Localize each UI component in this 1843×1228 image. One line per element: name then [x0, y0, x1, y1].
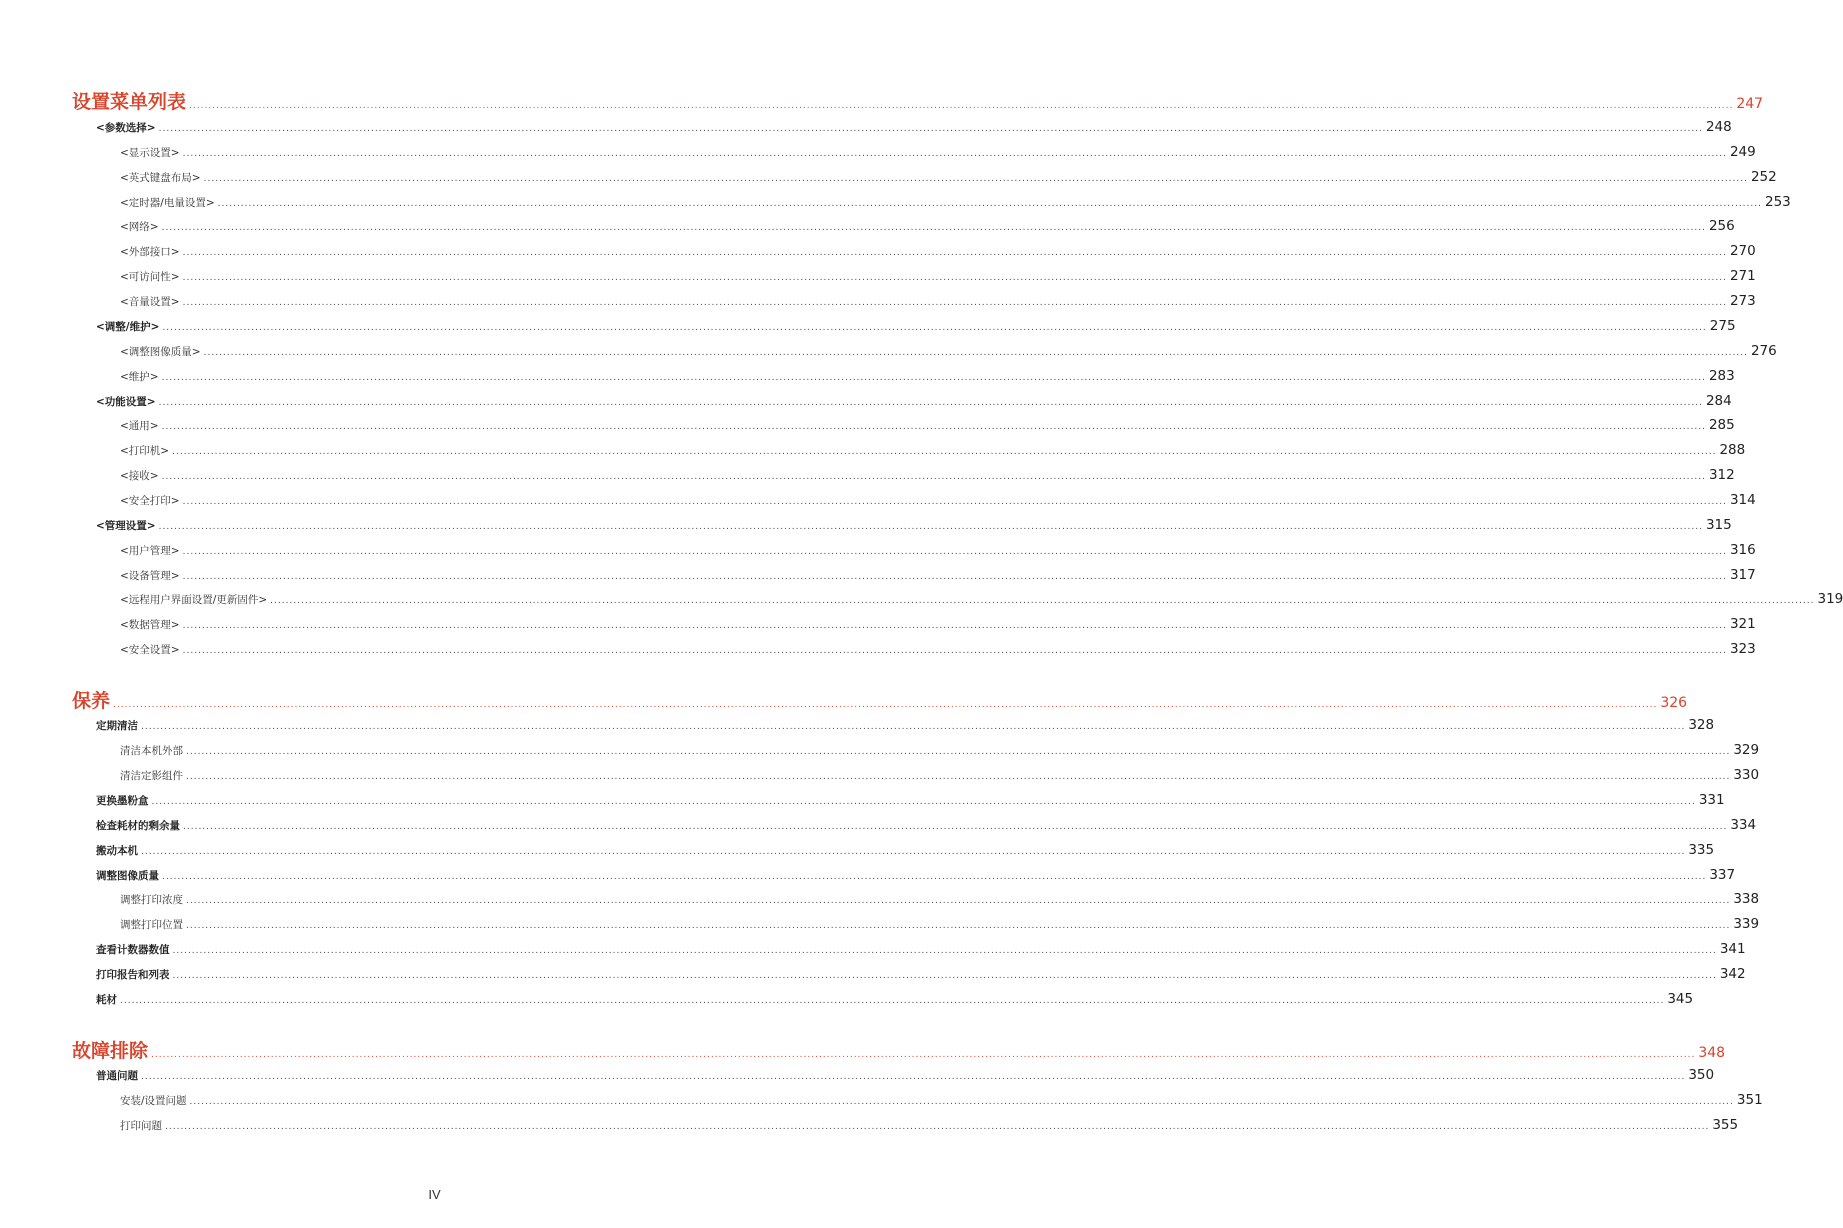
- toc-entry[interactable]: [96, 393, 1732, 409]
- dot-leader: ................................................................................................................................................................................................................................................................................................................................................................................................................: [162, 323, 1707, 333]
- toc-entry-page-number: 248: [1705, 119, 1732, 135]
- toc-entry-label: <英式键盘布局>: [120, 172, 201, 184]
- toc-entry[interactable]: [120, 268, 1756, 284]
- toc-entry[interactable]: [96, 867, 1736, 883]
- toc-entry[interactable]: [96, 119, 1732, 135]
- toc-entry-page-number: 339: [1733, 916, 1760, 932]
- toc-entry-label: 普通问题: [96, 1070, 138, 1082]
- toc-entry[interactable]: [120, 442, 1746, 458]
- toc-entry-page-number: 283: [1708, 368, 1735, 384]
- dot-leader: ................................................................................................................................................................................................................................................................................................................................................................................................................: [182, 298, 1727, 308]
- toc-entry-label: 打印问题: [120, 1120, 162, 1132]
- toc-entry[interactable]: [120, 616, 1756, 632]
- toc-entry-label: <管理设置>: [96, 520, 156, 532]
- toc-entry[interactable]: [120, 368, 1735, 384]
- dot-leader: ................................................................................................................................................................................................................................................................................................................................................................................................................: [186, 747, 1731, 757]
- toc-entry-page-number: 288: [1719, 442, 1746, 458]
- toc-entry-label: <显示设置>: [120, 147, 180, 159]
- toc-entry-label: <定时器/电量设置>: [120, 197, 215, 209]
- toc-entry[interactable]: [96, 318, 1736, 334]
- dot-leader: ................................................................................................................................................................................................................................................................................................................................................................................................................: [141, 847, 1686, 857]
- toc-entry-page-number: 312: [1708, 467, 1735, 483]
- toc-entry-page-number: 319: [1817, 591, 1843, 607]
- toc-entry-label: 定期清洁: [96, 720, 138, 732]
- dot-leader: ................................................................................................................................................................................................................................................................................................................................................................................................................: [189, 1097, 1734, 1107]
- page-number: IV: [428, 1187, 441, 1202]
- toc-entry-page-number: 321: [1729, 616, 1756, 632]
- toc-entry-label: <打印机>: [120, 445, 170, 457]
- dot-leader: ................................................................................................................................................................................................................................................................................................................................................................................................................: [217, 199, 1762, 209]
- toc-entry-label: 打印报告和列表: [96, 969, 170, 981]
- toc-entry[interactable]: [96, 817, 1757, 833]
- dot-leader: ................................................................................................................................................................................................................................................................................................................................................................................................................: [186, 921, 1731, 931]
- toc-entry[interactable]: [120, 891, 1760, 907]
- toc-entry[interactable]: [120, 343, 1777, 359]
- dot-leader: ................................................................................................................................................................................................................................................................................................................................................................................................................: [158, 522, 1703, 532]
- toc-entry-label: 调整打印位置: [120, 919, 183, 931]
- toc-entry-page-number: 247: [1736, 96, 1764, 112]
- toc-entry-page-number: 335: [1688, 842, 1715, 858]
- toc-entry-page-number: 284: [1705, 393, 1732, 409]
- toc-entry[interactable]: [120, 144, 1756, 160]
- toc-entry-label: 更换墨粉盒: [96, 795, 149, 807]
- dot-leader: ................................................................................................................................................................................................................................................................................................................................................................................................................: [162, 872, 1707, 882]
- toc-chapter-entry[interactable]: [72, 1036, 1726, 1063]
- dot-leader: ................................................................................................................................................................................................................................................................................................................................................................................................................: [270, 596, 1815, 606]
- toc-entry-label: <维护>: [120, 371, 159, 383]
- toc-entry-page-number: 351: [1736, 1092, 1763, 1108]
- toc-entry-label: <数据管理>: [120, 619, 180, 631]
- toc-entry-page-number: 317: [1729, 567, 1756, 583]
- toc-entry-page-number: 338: [1733, 891, 1760, 907]
- toc-entry-page-number: 323: [1729, 641, 1756, 657]
- toc-entry[interactable]: [96, 717, 1715, 733]
- toc-entry[interactable]: [96, 991, 1694, 1007]
- toc-entry-page-number: 341: [1719, 941, 1746, 957]
- toc-entry-page-number: 256: [1708, 218, 1735, 234]
- dot-leader: ................................................................................................................................................................................................................................................................................................................................................................................................................: [113, 700, 1658, 710]
- dot-leader: ................................................................................................................................................................................................................................................................................................................................................................................................................: [151, 797, 1696, 807]
- toc-entry[interactable]: [120, 467, 1735, 483]
- toc-entry-page-number: 326: [1660, 695, 1688, 711]
- toc-entry-page-number: 355: [1712, 1117, 1739, 1133]
- dot-leader: ................................................................................................................................................................................................................................................................................................................................................................................................................: [141, 1072, 1686, 1082]
- toc-entry-label: <外部接口>: [120, 246, 180, 258]
- dot-leader: ................................................................................................................................................................................................................................................................................................................................................................................................................: [182, 497, 1727, 507]
- toc-entry-page-number: 314: [1729, 492, 1756, 508]
- dot-leader: ................................................................................................................................................................................................................................................................................................................................................................................................................: [161, 422, 1706, 432]
- dot-leader: ................................................................................................................................................................................................................................................................................................................................................................................................................: [182, 273, 1727, 283]
- toc-entry[interactable]: [120, 916, 1760, 932]
- dot-leader: ................................................................................................................................................................................................................................................................................................................................................................................................................: [186, 896, 1731, 906]
- dot-leader: ................................................................................................................................................................................................................................................................................................................................................................................................................: [141, 722, 1686, 732]
- toc-entry[interactable]: [120, 767, 1760, 783]
- toc-entry-label: <安全设置>: [120, 644, 180, 656]
- dot-leader: ................................................................................................................................................................................................................................................................................................................................................................................................................: [172, 971, 1717, 981]
- toc-entry-label: 搬动本机: [96, 845, 138, 857]
- toc-entry-label: <参数选择>: [96, 122, 156, 134]
- dot-leader: ................................................................................................................................................................................................................................................................................................................................................................................................................: [182, 547, 1727, 557]
- toc-entry-label: <调整/维护>: [96, 321, 160, 333]
- toc-entry-page-number: 330: [1733, 767, 1760, 783]
- toc-entry[interactable]: [120, 169, 1777, 185]
- toc-entry-label: <功能设置>: [96, 396, 156, 408]
- toc-entry-label: <调整图像质量>: [120, 346, 201, 358]
- toc-entry-label: 清洁定影组件: [120, 770, 183, 782]
- toc-entry-label: <远程用户界面设置/更新固件>: [120, 594, 268, 606]
- toc-entry-page-number: 271: [1729, 268, 1756, 284]
- toc-entry-label: 调整打印浓度: [120, 894, 183, 906]
- toc-entry-page-number: 253: [1764, 194, 1791, 210]
- toc-entry-label: <设备管理>: [120, 570, 180, 582]
- toc-entry-label: 保养: [72, 690, 111, 712]
- toc-entry[interactable]: [96, 1067, 1715, 1083]
- dot-leader: ................................................................................................................................................................................................................................................................................................................................................................................................................: [183, 822, 1728, 832]
- toc-entry-label: 耗材: [96, 994, 117, 1006]
- dot-leader: ................................................................................................................................................................................................................................................................................................................................................................................................................: [182, 621, 1727, 631]
- toc-entry-page-number: 348: [1698, 1045, 1726, 1061]
- toc-entry[interactable]: [120, 243, 1756, 259]
- toc-entry[interactable]: [120, 417, 1735, 433]
- dot-leader: ................................................................................................................................................................................................................................................................................................................................................................................................................: [182, 646, 1727, 656]
- toc-entry-label: <安全打印>: [120, 495, 180, 507]
- toc-entry-label: 故障排除: [72, 1040, 149, 1062]
- toc-entry-page-number: 252: [1750, 169, 1777, 185]
- toc-entry[interactable]: [120, 567, 1756, 583]
- toc-entry[interactable]: [96, 941, 1746, 957]
- toc-entry-page-number: 276: [1750, 343, 1777, 359]
- toc-entry-label: 清洁本机外部: [120, 745, 183, 757]
- dot-leader: ................................................................................................................................................................................................................................................................................................................................................................................................................: [172, 447, 1717, 457]
- toc-entry[interactable]: [96, 966, 1746, 982]
- toc-entry[interactable]: [120, 742, 1760, 758]
- toc-entry-page-number: 329: [1733, 742, 1760, 758]
- toc-entry-label: <通用>: [120, 420, 159, 432]
- toc-entry[interactable]: [120, 641, 1756, 657]
- dot-leader: ................................................................................................................................................................................................................................................................................................................................................................................................................: [120, 996, 1665, 1006]
- dot-leader: ................................................................................................................................................................................................................................................................................................................................................................................................................: [203, 174, 1748, 184]
- toc-entry[interactable]: [96, 517, 1732, 533]
- toc-entry[interactable]: [120, 1117, 1739, 1133]
- dot-leader: ................................................................................................................................................................................................................................................................................................................................................................................................................: [203, 348, 1748, 358]
- dot-leader: ................................................................................................................................................................................................................................................................................................................................................................................................................: [182, 149, 1727, 159]
- dot-leader: ................................................................................................................................................................................................................................................................................................................................................................................................................: [189, 101, 1734, 111]
- toc-entry-label: 检查耗材的剩余量: [96, 820, 180, 832]
- toc-chapter-entry[interactable]: [72, 87, 1764, 114]
- dot-leader: ................................................................................................................................................................................................................................................................................................................................................................................................................: [161, 373, 1706, 383]
- toc-entry[interactable]: [120, 293, 1756, 309]
- toc-entry[interactable]: [96, 842, 1715, 858]
- toc-chapter-entry[interactable]: [72, 686, 1688, 713]
- toc-entry-page-number: 270: [1729, 243, 1756, 259]
- toc-entry-page-number: 345: [1667, 991, 1694, 1007]
- toc-entry-page-number: 337: [1709, 867, 1736, 883]
- toc-entry-page-number: 249: [1729, 144, 1756, 160]
- toc-entry-label: <音量设置>: [120, 296, 180, 308]
- toc-entry-page-number: 316: [1729, 542, 1756, 558]
- toc-entry-label: <网络>: [120, 221, 159, 233]
- dot-leader: ................................................................................................................................................................................................................................................................................................................................................................................................................: [172, 946, 1717, 956]
- toc-entry[interactable]: [120, 1092, 1763, 1108]
- dot-leader: ................................................................................................................................................................................................................................................................................................................................................................................................................: [158, 398, 1703, 408]
- toc-entry-page-number: 275: [1709, 318, 1736, 334]
- toc-entry-page-number: 342: [1719, 966, 1746, 982]
- dot-leader: ................................................................................................................................................................................................................................................................................................................................................................................................................: [151, 1050, 1696, 1060]
- toc-entry-label: <接收>: [120, 470, 159, 482]
- toc-entry[interactable]: [96, 792, 1725, 808]
- toc-entry[interactable]: [120, 492, 1756, 508]
- toc-entry-page-number: 273: [1729, 293, 1756, 309]
- toc-entry[interactable]: [120, 218, 1735, 234]
- dot-leader: ................................................................................................................................................................................................................................................................................................................................................................................................................: [182, 572, 1727, 582]
- toc-entry-label: 查看计数器数值: [96, 944, 170, 956]
- toc-entry[interactable]: [120, 591, 1843, 607]
- toc-entry-page-number: 331: [1698, 792, 1725, 808]
- toc-entry-label: <用户管理>: [120, 545, 180, 557]
- dot-leader: ................................................................................................................................................................................................................................................................................................................................................................................................................: [182, 248, 1727, 258]
- dot-leader: ................................................................................................................................................................................................................................................................................................................................................................................................................: [158, 124, 1703, 134]
- toc-entry[interactable]: [120, 194, 1791, 210]
- toc-entry-page-number: 334: [1730, 817, 1757, 833]
- toc-entry-page-number: 315: [1705, 517, 1732, 533]
- toc-entry-label: 调整图像质量: [96, 870, 159, 882]
- toc-entry-label: 设置菜单列表: [72, 91, 187, 113]
- toc-entry-label: 安装/设置问题: [120, 1095, 187, 1107]
- dot-leader: ................................................................................................................................................................................................................................................................................................................................................................................................................: [165, 1122, 1710, 1132]
- toc-entry-label: <可访问性>: [120, 271, 180, 283]
- toc-entry[interactable]: [120, 542, 1756, 558]
- dot-leader: ................................................................................................................................................................................................................................................................................................................................................................................................................: [161, 223, 1706, 233]
- dot-leader: ................................................................................................................................................................................................................................................................................................................................................................................................................: [161, 472, 1706, 482]
- dot-leader: ................................................................................................................................................................................................................................................................................................................................................................................................................: [186, 772, 1731, 782]
- toc-entry-page-number: 328: [1688, 717, 1715, 733]
- toc-entry-page-number: 285: [1708, 417, 1735, 433]
- toc-entry-page-number: 350: [1688, 1067, 1715, 1083]
